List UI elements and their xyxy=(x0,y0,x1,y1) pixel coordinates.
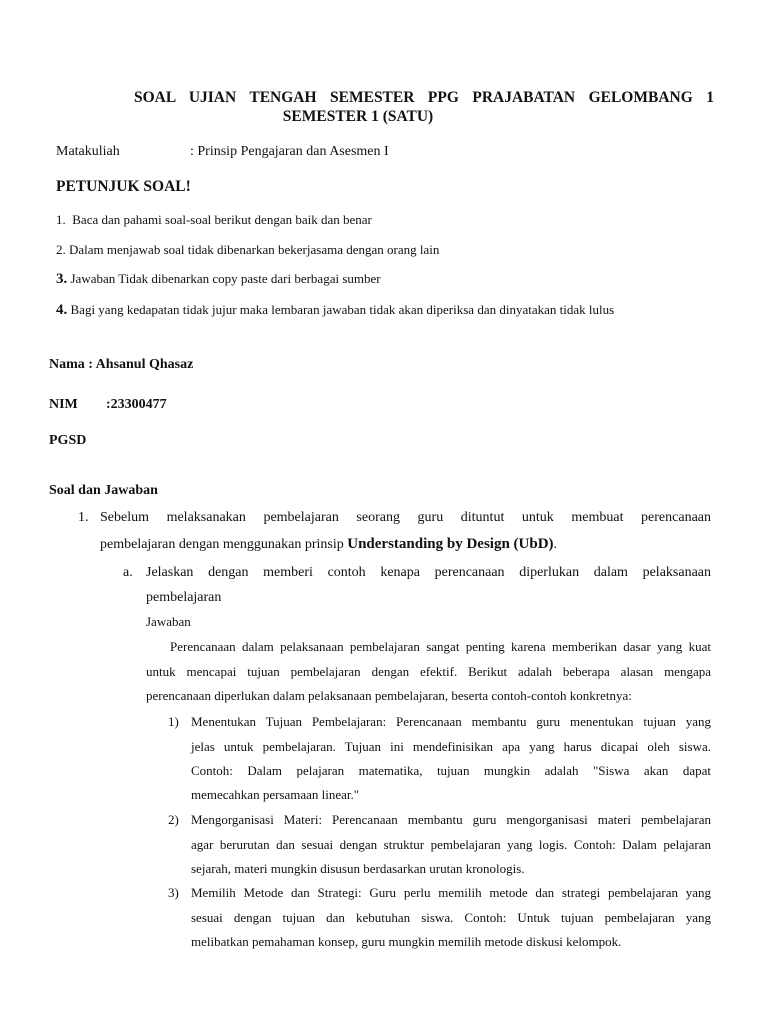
question-line-1: Sebelum melaksanakan pembelajaran seorang guru dituntut untuk membuat perencanaan xyxy=(100,510,711,525)
instruction-number: 2. xyxy=(56,242,66,257)
name-label: Nama xyxy=(49,357,85,372)
instruction-item-4 xyxy=(56,302,614,319)
instruction-item-1 xyxy=(56,212,372,228)
course-value: : Prinsip Pengajaran dan Asesmen I xyxy=(190,144,389,159)
nim-label: NIM xyxy=(49,397,78,412)
section-title: Soal dan Jawaban xyxy=(49,483,158,498)
instructions-heading: PETUNJUK SOAL! xyxy=(56,178,191,195)
point-2-line-2: agar berurutan dan sesuai dengan struktur pembelajaran yang logis. Contoh: Dalam pelajaran xyxy=(191,837,711,852)
instruction-item-2 xyxy=(56,242,439,258)
instruction-text: Dalam menjawab soal tidak dibenarkan bekerjasama dengan orang lain xyxy=(69,242,440,257)
point-3-line-3: melibatkan pemahaman konsep, guru mungkin memilih metode diskusi kelompok. xyxy=(191,934,622,949)
name-row xyxy=(49,356,193,374)
answer-label: Jawaban xyxy=(146,614,191,629)
sub-question-letter: a. xyxy=(123,565,133,580)
instruction-number: 4. xyxy=(56,302,68,318)
sub-question-line-1: Jelaskan dengan memberi contoh kenapa perencanaan diperlukan dalam pelaksanaan xyxy=(146,565,711,580)
point-number: 3) xyxy=(168,885,179,900)
instruction-text: Jawaban Tidak dibenarkan copy paste dari berbagai sumber xyxy=(70,271,381,286)
point-3-line-1: Memilih Metode dan Strategi: Guru perlu memilih metode dan strategi pembelajaran yang xyxy=(191,885,711,900)
point-1-line-1: Menentukan Tujuan Pembelajaran: Perencanaan membantu guru menentukan tujuan yang xyxy=(191,714,711,729)
point-1-line-2: jelas untuk pembelajaran. Tujuan ini mendefinisikan apa yang harus dicapai oleh siswa. xyxy=(191,739,711,754)
point-1-line-4: memecahkan persamaan linear." xyxy=(191,787,360,802)
instruction-number: 3. xyxy=(56,271,68,287)
instruction-number: 1. xyxy=(56,212,66,227)
program-label: PGSD xyxy=(49,433,87,448)
name-value: : Ahsanul Qhasaz xyxy=(88,357,194,372)
course-label: Matakuliah xyxy=(56,144,120,159)
question-text-end: . xyxy=(553,537,558,552)
document-subtitle: SEMESTER 1 (SATU) xyxy=(282,108,434,125)
answer-line-1: Perencanaan dalam pelaksanaan pembelajaran sangat penting karena memberikan dasar yang kuat xyxy=(170,639,711,654)
instruction-text: Bagi yang kedapatan tidak jujur maka lembaran jawaban tidak akan diperiksa dan dinyatakan tidak lulus xyxy=(70,302,615,317)
question-emphasis: Understanding by Design (UbD) xyxy=(347,536,554,552)
question-number: 1. xyxy=(78,510,89,525)
point-2-line-3: sejarah, materi mungkin disusun berdasarkan urutan kronologis. xyxy=(191,861,525,876)
instruction-text: Baca dan pahami soal-soal berikut dengan baik dan benar xyxy=(72,212,372,227)
point-1-line-3: Contoh: Dalam pelajaran matematika, tujuan mungkin adalah "Siswa akan dapat xyxy=(191,763,711,778)
question-text: pembelajaran dengan menggunakan prinsip xyxy=(100,537,348,552)
point-number: 2) xyxy=(168,812,179,827)
instruction-item-3 xyxy=(56,271,381,288)
point-3-line-2: sesuai dengan tujuan dan kebutuhan siswa. Contoh: Untuk tujuan pembelajaran yang xyxy=(191,910,711,925)
nim-value: :23300477 xyxy=(106,397,167,412)
answer-line-3: perencanaan diperlukan dalam pelaksanaan pembelajaran, beserta contoh-contoh konkretnya: xyxy=(146,688,632,703)
point-number: 1) xyxy=(168,714,179,729)
question-line-2 xyxy=(100,535,557,554)
answer-line-2: untuk mencapai tujuan pembelajaran dengan efektif. Berikut adalah beberapa alasan mengapa xyxy=(146,664,711,679)
point-2-line-1: Mengorganisasi Materi: Perencanaan membantu guru mengorganisasi materi pembelajaran xyxy=(191,812,711,827)
sub-question-line-2: pembelajaran xyxy=(146,590,222,605)
document-title: SOAL UJIAN TENGAH SEMESTER PPG PRAJABATAN GELOMBANG 1 xyxy=(134,89,714,106)
